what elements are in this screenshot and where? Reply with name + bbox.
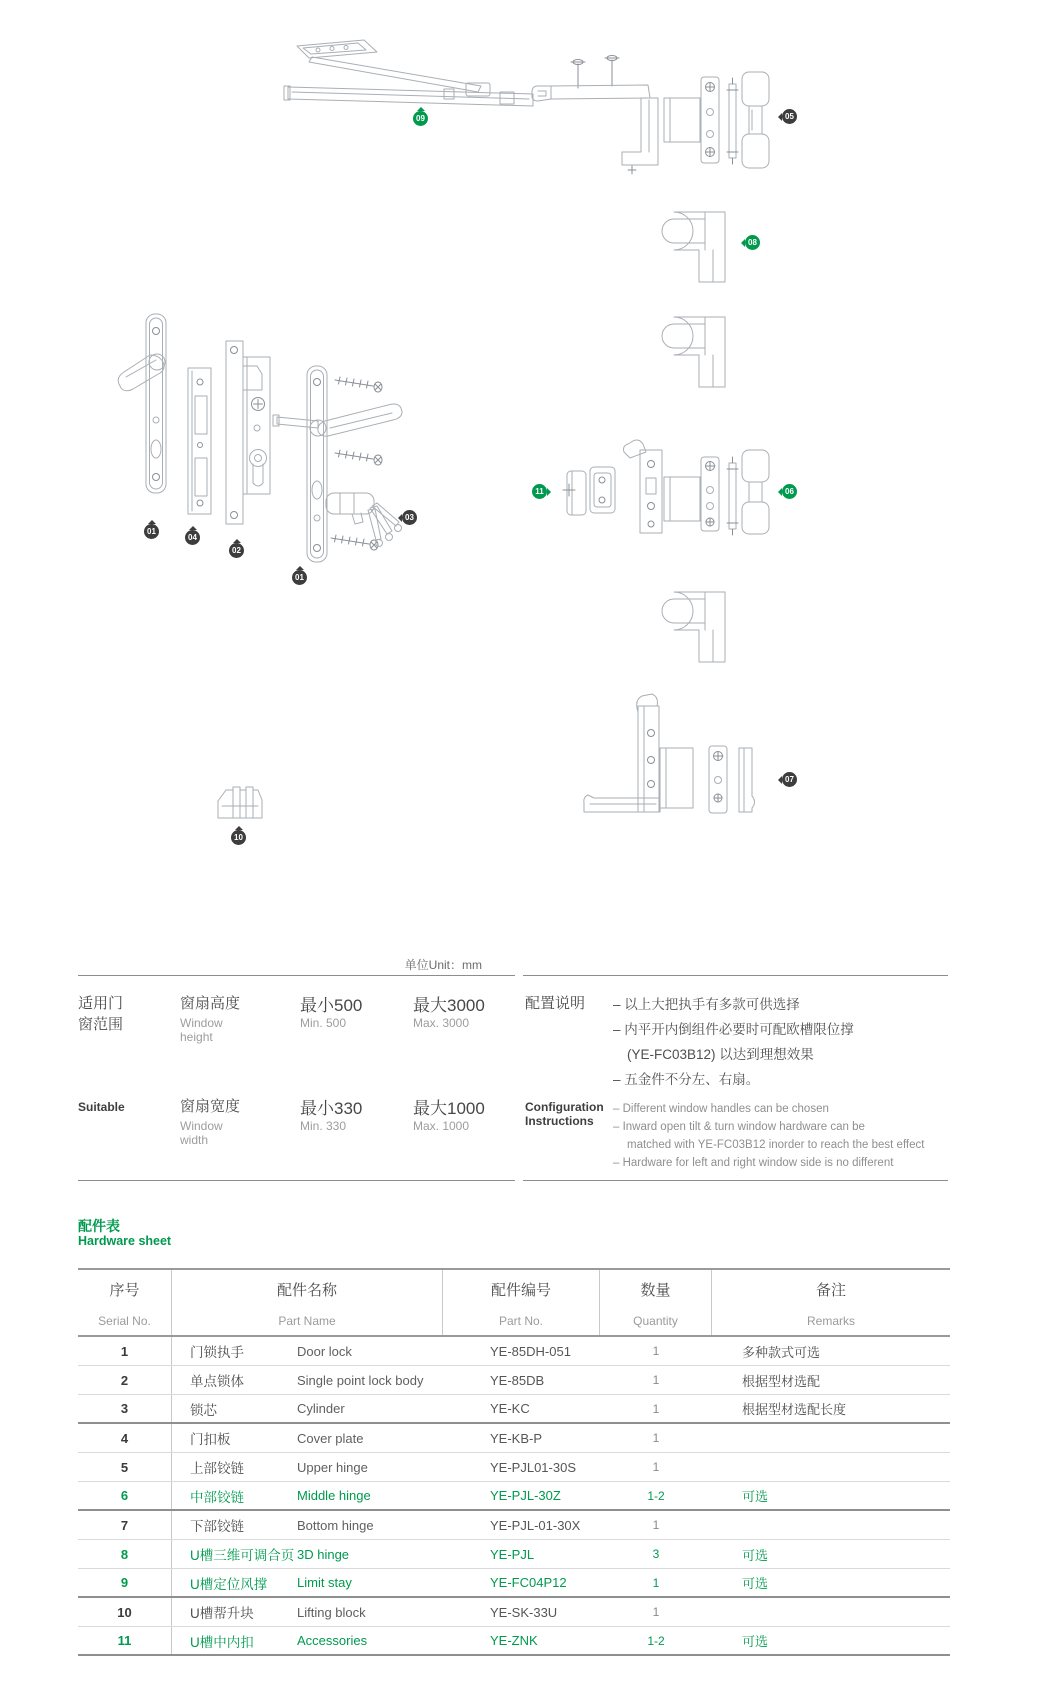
- cell-serial: 11: [78, 1627, 172, 1654]
- col-header-qty-en: Quantity: [633, 1314, 678, 1328]
- table-row: [78, 1337, 950, 1366]
- cell-remark: [712, 1511, 950, 1539]
- part-name-en: Cover plate: [297, 1430, 364, 1446]
- cell-quantity: 1: [652, 1373, 660, 1387]
- config-note-en-2: – Inward open tilt & turn window hardware can be: [613, 1121, 865, 1133]
- window-width-label-en: [180, 1119, 223, 1147]
- cell-part-no: YE-PJL-01-30X: [490, 1517, 581, 1533]
- hardware-sheet-table: [78, 1268, 950, 1656]
- part-badge-10: 10: [231, 830, 246, 845]
- part-badge-01: 01: [144, 524, 159, 539]
- cell-part-name: [172, 1337, 443, 1365]
- table-row: [78, 1395, 950, 1424]
- cell-remark: 可选: [742, 1576, 769, 1591]
- cylinder-keys-drawing: [326, 493, 402, 547]
- part-badge-06: 06: [782, 484, 797, 499]
- part-name-en: Middle hinge: [297, 1488, 371, 1503]
- upper-hinge-drawing: [532, 56, 769, 175]
- cell-part-name: [172, 1395, 443, 1422]
- window-width-label-zh: 窗扇宽度: [180, 1098, 241, 1115]
- cell-part-no: YE-85DB: [490, 1372, 545, 1388]
- col-header-serial: [78, 1270, 172, 1335]
- config-note-zh-2: – 内平开内倒组件必要时可配欧槽限位撑: [613, 1022, 854, 1037]
- part-name-en: 3D hinge: [297, 1546, 350, 1562]
- cell-part-no: YE-ZNK: [490, 1633, 538, 1648]
- table-row: [78, 1627, 950, 1656]
- door-handle-right-drawing: [273, 366, 402, 562]
- cell-remark: 根据型材选配长度: [742, 1402, 847, 1417]
- cover-plate-drawing: [188, 368, 211, 514]
- width-min-en: Min. 330: [300, 1119, 347, 1133]
- part-name-en: Upper hinge: [297, 1459, 368, 1475]
- col-header-remarks-en: Remarks: [806, 1314, 855, 1328]
- cell-quantity: 1-2: [647, 1488, 665, 1503]
- height-min-en: Min. 500: [300, 1016, 347, 1030]
- col-header-qty-zh: 数量: [640, 1282, 671, 1299]
- cell-remark: 多种款式可选: [742, 1344, 821, 1360]
- height-min-zh: 最小500: [300, 996, 363, 1015]
- part-name-zh: U槽三维可调合页: [190, 1548, 295, 1563]
- part-badge-05: 05: [782, 109, 797, 124]
- part-badge-08: 08: [745, 235, 760, 250]
- config-note-en-3: matched with YE-FC03B12 inorder to reach the best effect: [627, 1139, 925, 1151]
- part-name-zh: 门锁执手: [190, 1345, 244, 1360]
- part-name-zh: 单点锁体: [190, 1374, 244, 1389]
- config-note-en-1: – Different window handles can be chosen: [613, 1103, 829, 1115]
- part-name-en: Cylinder: [297, 1401, 345, 1416]
- part-name-zh: 下部铰链: [190, 1519, 244, 1534]
- spec-divider-bottom-right: [523, 1180, 948, 1181]
- cell-serial: 10: [78, 1598, 172, 1626]
- cell-quantity: 1-2: [647, 1633, 665, 1648]
- col-header-partno: [443, 1270, 600, 1335]
- window-width-en-line2: width: [180, 1133, 209, 1147]
- part-name-zh: 上部铰链: [190, 1461, 244, 1476]
- width-min-zh: 最小330: [300, 1099, 363, 1118]
- col-header-name: [172, 1270, 443, 1335]
- part-name-zh: 锁芯: [190, 1402, 217, 1418]
- config-note-zh-1: – 以上大把执手有多款可供选择: [613, 997, 800, 1012]
- cell-part-name: [172, 1540, 443, 1568]
- cell-part-name: [172, 1511, 443, 1539]
- cell-part-no: YE-FC04P12: [490, 1575, 567, 1590]
- part-badge-01b: 01: [292, 570, 307, 585]
- cell-part-no: YE-PJL: [490, 1546, 535, 1562]
- config-notes-zh: [613, 992, 958, 1092]
- cell-serial: 5: [78, 1453, 172, 1481]
- part-name-zh: U槽定位风撑: [190, 1576, 268, 1592]
- cell-part-no: YE-KB-P: [490, 1430, 543, 1446]
- cell-part-no: YE-KC: [490, 1401, 530, 1416]
- window-height-label-en: [180, 1016, 223, 1044]
- part-badge-02: 02: [229, 543, 244, 558]
- cell-part-name: [172, 1598, 443, 1626]
- table-row: [78, 1569, 950, 1598]
- spec-divider-bottom-left: [78, 1180, 515, 1181]
- cell-part-name: [172, 1482, 443, 1509]
- cell-quantity: 1: [652, 1401, 660, 1416]
- unit-label: 单位Unit：mm: [404, 958, 482, 972]
- cell-remark: 可选: [742, 1489, 769, 1504]
- part-name-zh: U槽帮升块: [190, 1606, 254, 1621]
- window-height-en-line1: Window: [180, 1016, 223, 1030]
- cell-serial: 2: [78, 1366, 172, 1394]
- hardware-sheet-title-en: Hardware sheet: [78, 1234, 172, 1248]
- col-header-remarks: [712, 1270, 950, 1335]
- cell-serial: 3: [78, 1395, 172, 1422]
- spec-scope-line1: 适用门: [78, 995, 124, 1012]
- corner-cap-drawing: [662, 212, 725, 662]
- height-max-zh: 最大3000: [413, 996, 485, 1015]
- cell-part-name: [172, 1424, 443, 1452]
- lock-body-drawing: [226, 341, 270, 524]
- cell-part-name: [172, 1569, 443, 1596]
- cell-quantity: 3: [652, 1547, 660, 1561]
- part-name-zh: 门扣板: [190, 1432, 231, 1447]
- cell-serial: 6: [78, 1482, 172, 1509]
- part-name-en: Limit stay: [297, 1575, 352, 1590]
- cell-quantity: 1: [652, 1605, 660, 1619]
- part-name-zh: 中部铰链: [190, 1489, 244, 1505]
- table-row: [78, 1424, 950, 1453]
- window-height-en-line2: height: [180, 1030, 213, 1044]
- cell-quantity: 1: [652, 1518, 660, 1532]
- cell-part-no: YE-SK-33U: [490, 1604, 558, 1620]
- cell-part-name: [172, 1627, 443, 1654]
- part-badge-07: 07: [782, 772, 797, 787]
- part-name-en: Bottom hinge: [297, 1517, 374, 1533]
- cell-serial: 4: [78, 1424, 172, 1452]
- config-note-en-4: – Hardware for left and right window side is no different: [613, 1157, 894, 1169]
- part-name-en: Accessories: [297, 1633, 368, 1648]
- config-note-zh-4: – 五金件不分左、右扇。: [613, 1072, 760, 1087]
- spec-divider-top-left: [78, 975, 515, 976]
- config-note-zh-3: (YE-FC03B12) 以达到理想效果: [627, 1047, 814, 1062]
- hardware-sheet-header: [78, 1268, 950, 1337]
- part-badge-03: 03: [402, 510, 417, 525]
- config-label-en-line1: Configuration: [525, 1100, 604, 1114]
- table-row: [78, 1511, 950, 1540]
- config-notes-label-en: [525, 1100, 604, 1128]
- part-name-en: Door lock: [297, 1343, 352, 1359]
- cell-serial: 9: [78, 1569, 172, 1596]
- table-row: [78, 1540, 950, 1569]
- cell-quantity: 1: [652, 1460, 660, 1474]
- table-row: [78, 1482, 950, 1511]
- table-row: [78, 1366, 950, 1395]
- hardware-sheet-title-zh: 配件表: [78, 1218, 120, 1234]
- col-header-name-en: Part Name: [278, 1314, 336, 1328]
- col-header-name-zh: 配件名称: [276, 1282, 337, 1299]
- col-header-remarks-zh: 备注: [815, 1282, 846, 1299]
- col-header-serial-zh: 序号: [109, 1282, 140, 1299]
- part-name-zh: U槽中内扣: [190, 1634, 254, 1650]
- cell-serial: 1: [78, 1337, 172, 1365]
- limit-stay-drawing: [284, 40, 533, 106]
- part-badge-11: 11: [532, 484, 547, 499]
- col-header-partno-zh: 配件编号: [490, 1282, 551, 1299]
- cell-serial: 8: [78, 1540, 172, 1568]
- cell-remark: [712, 1453, 950, 1481]
- col-header-partno-en: Part No.: [498, 1314, 543, 1328]
- spec-suitable-label: Suitable: [78, 1100, 125, 1114]
- window-height-label-zh: 窗扇高度: [180, 995, 241, 1012]
- config-notes-label-zh: 配置说明: [525, 995, 586, 1012]
- width-max-zh: 最大1000: [413, 1099, 485, 1118]
- spec-scope-label: [78, 993, 123, 1035]
- table-row: [78, 1598, 950, 1627]
- accessories-clips-drawing: [563, 467, 615, 515]
- cell-part-no: YE-PJL01-30S: [490, 1459, 576, 1475]
- cell-remark: 根据型材选配: [742, 1373, 821, 1389]
- config-notes-en: [613, 1100, 963, 1172]
- part-name-en: Single point lock body: [297, 1372, 424, 1388]
- cell-part-no: YE-PJL-30Z: [490, 1488, 561, 1503]
- col-header-serial-en: Serial No.: [98, 1314, 151, 1328]
- cell-remark: [712, 1424, 950, 1452]
- part-badge-04: 04: [185, 530, 200, 545]
- height-max-en: Max. 3000: [413, 1016, 470, 1030]
- part-badge-09: 09: [413, 111, 428, 126]
- cell-part-name: [172, 1453, 443, 1481]
- cell-quantity: 1: [652, 1344, 660, 1358]
- lifting-block-drawing: [218, 787, 262, 818]
- col-header-qty: [600, 1270, 712, 1335]
- cell-serial: 7: [78, 1511, 172, 1539]
- bottom-hinge-drawing: [584, 694, 755, 813]
- spec-divider-top-right: [523, 975, 948, 976]
- cell-quantity: 1: [652, 1575, 660, 1590]
- config-label-en-line2: Instructions: [525, 1114, 594, 1128]
- cell-remark: 可选: [742, 1634, 769, 1649]
- cell-part-no: YE-85DH-051: [490, 1343, 571, 1359]
- cell-remark: [712, 1598, 950, 1626]
- cell-quantity: 1: [652, 1431, 660, 1445]
- door-handle-left-drawing: [118, 314, 166, 493]
- cell-remark: 可选: [742, 1547, 769, 1563]
- middle-hinge-drawing: [624, 440, 770, 535]
- hardware-sheet-body: [78, 1337, 950, 1656]
- window-width-en-line1: Window: [180, 1119, 223, 1133]
- part-name-en: Lifting block: [297, 1604, 366, 1620]
- table-row: [78, 1453, 950, 1482]
- cell-part-name: [172, 1366, 443, 1394]
- spec-scope-line2: 窗范围: [78, 1016, 124, 1033]
- width-max-en: Max. 1000: [413, 1119, 470, 1133]
